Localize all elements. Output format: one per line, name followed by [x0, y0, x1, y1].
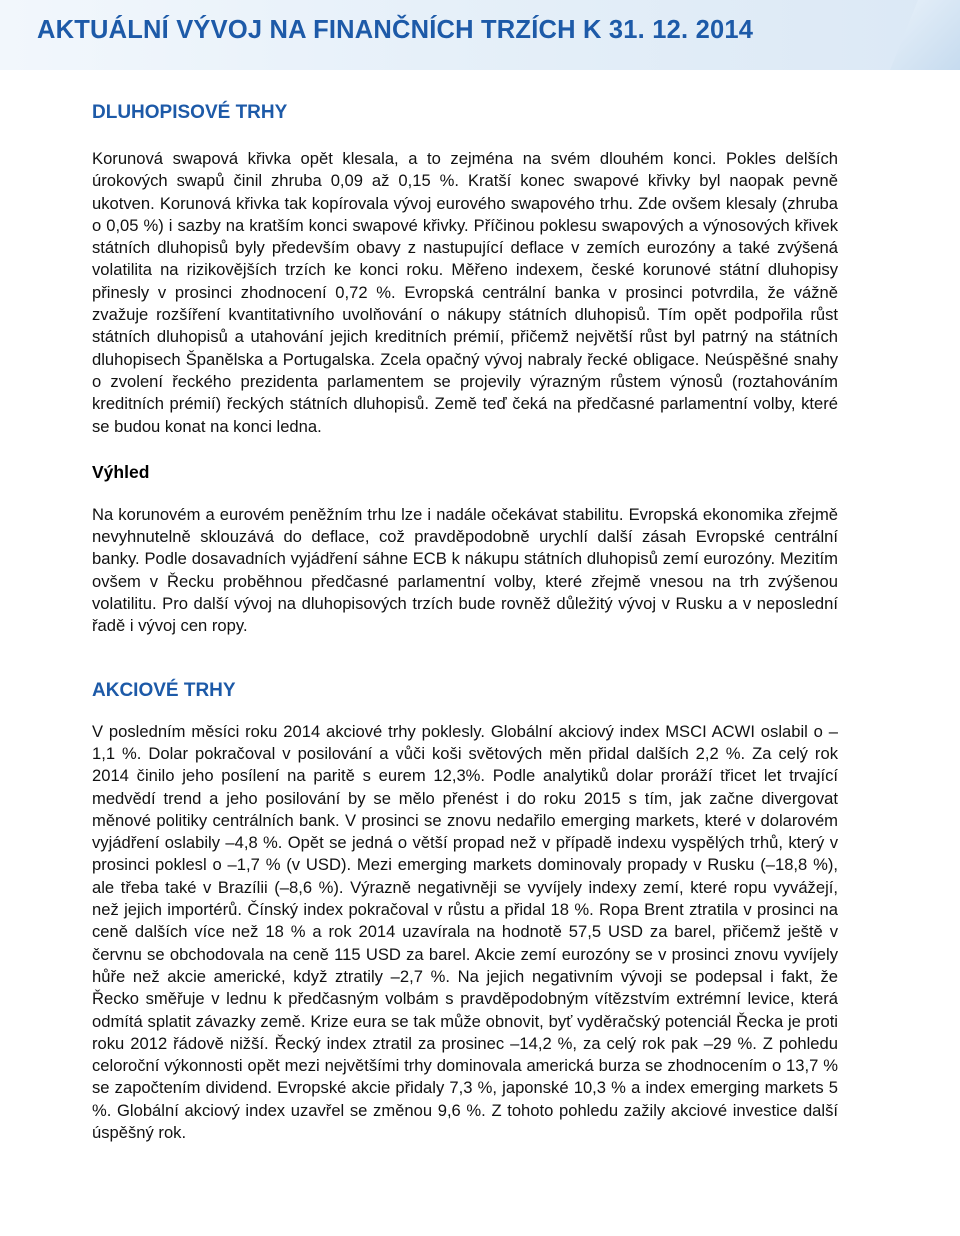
- title-banner: [0, 0, 960, 70]
- paragraph-bonds: Korunová swapová křivka opět klesala, a to zejména na svém dlouhém konci. Pokles delších úrokových swapů činil zhruba 0,09 až 0,15 %. Kratší konec swapové křivky byl naopak pevně ukotven. Korunová křivka tak kopírovala vývoj eurového swapového trhu. Zde ovšem klesaly (zhruba o 0,05 %) i sazby na kratším konci swapové křivky. Příčinou poklesu swapových a výnosových křivek státních dluhopisů byly především obavy z nastupující deflace v zemích eurozóny a také zvýšená volatilita na rizikovějších trzích ke konci roku. Měřeno indexem, české korunové státní dluhopisy přinesly v prosinci zhodnocení 0,72 %. Evropská centrální banka v prosinci potvrdila, že vážně zvažuje rozšíření kvantitativního uvolňování o nákupy státních dluhopisů. Tím opět podpořila růst státních dluhopisů a utahování jejich kreditních prémií, přičemž největší růst byl patrný na státních dluhopisech Španělska a Portugalska. Zcela opačný vývoj nabraly řecké obligace. Neúspěšné snahy o zvolení řeckého prezidenta parlamentem se projevily výrazným růstem výnosů (roztahováním kreditních prémií) řeckých státních dluhopisů. Země teď čeká na předčasné parlamentní volby, které se budou konat na konci ledna.: [92, 149, 838, 436]
- paragraph-equities: V posledním měsíci roku 2014 akciové trhy poklesly. Globální akciový index MSCI ACWI oslabil o –1,1 %. Dolar pokračoval v posilování a vůči koši světových měn přidal dalších 2,2 %. Za celý rok 2014 činilo jeho posílení na paritě s eurem 12,3%. Podle analytiků dolar proráží třicet let trvající medvědí trend a jeho posilování by se mělo přenést i do roku 2015 s tím, jak začne divergovat měnové politiky centrálních bank. V prosinci se znovu nedařilo emerging markets, které v dolarovém vyjádření oslabily –4,8 %. Opět se jedná o větší propad než v případě indexu vyspělých trhů, který v prosinci poklesl o –1,7 % (v USD). Mezi emerging markets dominovaly propady v Rusku (–18,8 %), ale třeba také v Brazílii (–8,6 %). Výrazně negativněji se vyvíjely indexy zemí, které ropu vyvážejí, než jejich importérů. Čínský index pokračoval v růstu a přidal 18 %. Ropa Brent ztratila v prosinci na ceně dalších více než 18 % a rok 2014 uzavírala na hodnotě 57,5 USD za barel, přičemž ještě v červnu se obchodovala na ceně 115 USD za barel. Akcie zemí eurozóny se v prosinci znovu vyvíjely hůře než akcie americké, když ztratily –2,7 %. Na jejich negativním vývoji se podepsal i fakt, že Řecko směřuje v lednu k předčasným volbám s pravděpodobným vítězstvím extrémní levice, která odmítá splatit závazky země. Krize eura se tak může obnovit, byť vyděračský potenciál Řecka je proti roku 2012 řádově nižší. Řecký index ztratil za prosinec –14,2 %, za celý rok pak –29 %. Z pohledu celoroční výkonnosti opět mezi největšími trhy dominovala americká burza se zhodnocením o 13,7 % se započtením dividend. Evropské akcie přidaly 7,3 %, japonské 10,3 % a index emerging markets 5 %. Globální akciový index uzavřel se změnou 9,6 %. Z tohoto pohledu zažily akciové investice další úspěšný rok.: [92, 721, 838, 1142]
- subheading-outlook: Výhled: [92, 461, 150, 482]
- paragraph-outlook: Na korunovém a eurovém peněžním trhu lze i nadále očekávat stabilitu. Evropská ekonomika zřejmě nevyhnutelně sklouzává do deflace, což pravděpodobně urychlí další zásah Evropské centrální banky. Podle dosavadních vyjádření sáhne ECB k nákupu státních dluhopisů zemí eurozóny. Mezitím ovšem v Řecku proběhnou předčasné parlamentní volby, které zřejmě vnesou na trh zvýšenou volatilitu. Pro další vývoj na dluhopisových trzích bude rovněž důležitý vývoj v Rusku a v neposlední řadě i vývoj cen ropy.: [92, 504, 838, 636]
- document-body: [92, 100, 838, 1144]
- page-title: AKTUÁLNÍ VÝVOJ NA FINANČNÍCH TRZÍCH K 31. 12. 2014: [37, 16, 754, 44]
- section-heading-bonds: DLUHOPISOVÉ TRHY: [92, 102, 288, 123]
- section-heading-equities: AKCIOVÉ TRHY: [92, 679, 236, 701]
- banner-decoration: [890, 0, 960, 70]
